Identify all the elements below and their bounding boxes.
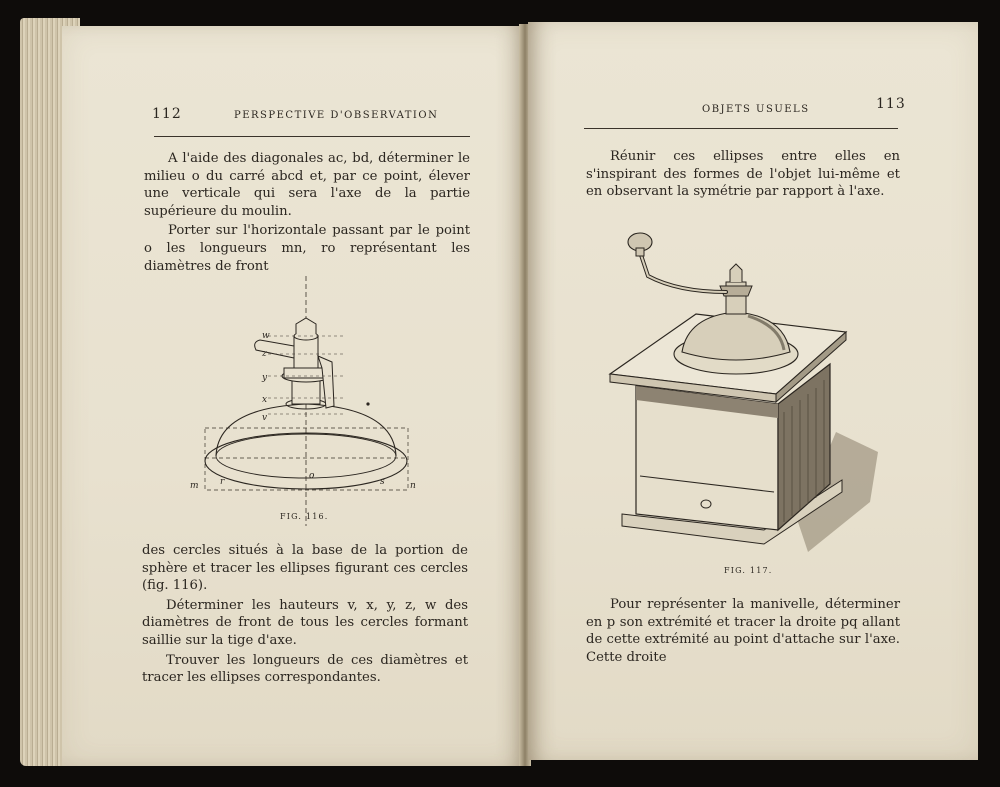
right-running-head: OBJETS USUELS xyxy=(702,104,810,115)
figure-116-caption: FIG. 116. xyxy=(280,512,329,521)
label-w: w xyxy=(262,331,270,341)
right-text-bottom xyxy=(586,596,900,668)
right-text-top xyxy=(586,148,900,203)
right-page xyxy=(528,22,978,760)
left-header-rule xyxy=(154,136,470,137)
right-page-number: 113 xyxy=(876,96,906,112)
label-z: z xyxy=(262,349,267,359)
left-page-number: 112 xyxy=(152,106,182,122)
left-running-head: PERSPECTIVE D'OBSERVATION xyxy=(234,110,439,121)
paragraph: A l'aide des diagonales ac, bd, déterminer le milieu o du carré abcd et, par ce point, élever une verticale qui sera l'axe de la partie supérieure du moulin. xyxy=(144,151,470,219)
label-y: y xyxy=(262,373,268,383)
paragraph: Trouver les longueurs de ces diamètres et tracer les ellipses correspondantes. xyxy=(142,652,468,686)
paragraph: Réunir ces ellipses entre elles en s'inspirant des formes de l'objet lui-même et en observant la symétrie par rapport à l'axe. xyxy=(586,149,900,200)
label-v: v xyxy=(262,413,268,423)
coffee-grinder-dome-diagram xyxy=(182,276,442,526)
coffee-grinder-illustration xyxy=(608,222,888,562)
label-m: m xyxy=(190,481,199,491)
label-o: o xyxy=(309,471,315,481)
right-header-rule xyxy=(584,128,898,129)
left-page xyxy=(62,26,524,766)
label-s: s xyxy=(380,477,385,487)
paragraph-continuation: des cercles situés à la base de la portion de sphère et tracer les ellipses figurant ces cercles (fig. 116). xyxy=(142,543,468,594)
left-text-bottom xyxy=(142,542,468,689)
label-x: x xyxy=(262,395,268,405)
left-text-top xyxy=(144,150,470,277)
paragraph: Déterminer les hauteurs v, x, y, z, w des diamètres de front de tous les cercles formant saillie sur la tige d'axe. xyxy=(142,597,468,648)
paragraph: Pour représenter la manivelle, déterminer en p son extrémité et tracer la droite pq allant de cette extrémité au point d'attache sur l'axe. Cette droite xyxy=(586,597,900,665)
paragraph: Porter sur l'horizontale passant par le point o les longueurs mn, ro représentant les diamètres de front xyxy=(144,223,470,274)
figure-117-caption: FIG. 117. xyxy=(724,566,773,575)
label-n: n xyxy=(410,481,416,491)
label-r: r xyxy=(220,477,225,487)
